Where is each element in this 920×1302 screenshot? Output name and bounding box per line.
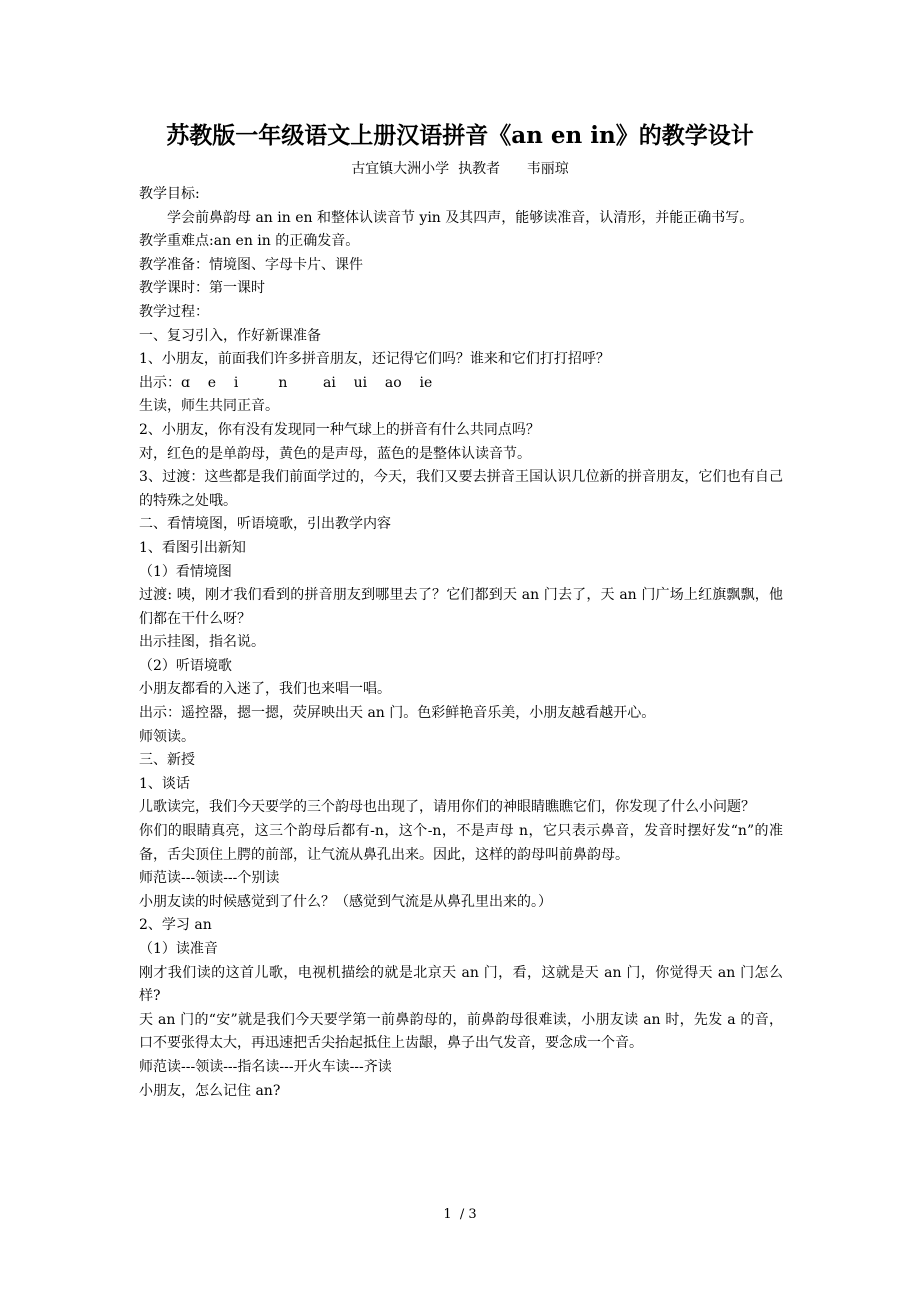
paragraph: 1、看图引出新知 bbox=[139, 539, 246, 556]
document-body bbox=[139, 183, 783, 1103]
paragraph: （1）看情境图 bbox=[139, 563, 232, 580]
paragraph: 小朋友，怎么记住 an? bbox=[139, 1082, 281, 1099]
paragraph: 教学重难点:an en in 的正确发音。 bbox=[139, 233, 360, 250]
paragraph: 小朋友都看的入迷了，我们也来唱一唱。 bbox=[139, 681, 391, 698]
paragraph: 师领读。 bbox=[139, 728, 195, 745]
paragraph: 对，红色的是单韵母，黄色的是声母，蓝色的是整体认读音节。 bbox=[139, 445, 531, 462]
paragraph: 教学准备：情境图、字母卡片、课件 bbox=[139, 256, 363, 273]
paragraph: 出示挂图，指名说。 bbox=[139, 634, 265, 651]
paragraph: 教学过程： bbox=[139, 303, 209, 320]
section-heading: 三、新授 bbox=[139, 752, 195, 769]
paragraph: 1、谈话 bbox=[139, 775, 190, 792]
paragraph: （2）听语境歌 bbox=[139, 657, 232, 674]
paragraph: 师范读---领读---个别读 bbox=[139, 870, 280, 887]
paragraph: 出示：ɑ e i n ai ui ao ie bbox=[139, 374, 433, 391]
paragraph: 过渡: 咦，刚才我们看到的拼音朋友到哪里去了？它们都到天 an 门去了，天 an 门广场上红旗飘飘，他们都在干什么呀？ bbox=[139, 587, 783, 627]
section-heading: 二、看情境图，听语境歌，引出教学内容 bbox=[139, 516, 391, 533]
paragraph: 2、小朋友，你有没有发现同一种气球上的拼音有什么共同点吗？ bbox=[139, 421, 540, 438]
paragraph: 3、过渡：这些都是我们前面学过的，今天，我们又要去拼音王国认识几位新的拼音朋友，它们也有自己的特殊之处哦。 bbox=[139, 469, 783, 509]
paragraph: 出示：遥控器，摁一摁，荧屏映出天 an 门。色彩鲜艳音乐美，小朋友越看越开心。 bbox=[139, 705, 656, 722]
paragraph: 2、学习 an bbox=[139, 917, 212, 934]
paragraph: 儿歌读完，我们今天要学的三个韵母也出现了，请用你们的神眼睛瞧瞧它们，你发现了什么小问题？ bbox=[139, 799, 755, 816]
page-indicator: 1 / 3 bbox=[443, 1207, 477, 1222]
paragraph: 天 an 门的“安”就是我们今天要学第一前鼻韵母的，前鼻韵母很难读，小朋友读 an 时，先发 a 的音，口不要张得太大，再迅速把舌尖抬起抵住上齿龈，鼻子出气发音，要念成一个音。 bbox=[139, 1011, 783, 1052]
author-line: 古宜镇大洲小学 执教者 韦丽琼 bbox=[351, 161, 569, 177]
paragraph: 小朋友读的时候感觉到了什么？（感觉到气流是从鼻孔里出来的。） bbox=[139, 893, 552, 910]
paragraph: 教学课时：第一课时 bbox=[139, 280, 265, 297]
section-heading: 一、复习引入，作好新课准备 bbox=[139, 327, 321, 344]
paragraph: 师范读---领读---指名读---开火车读---齐读 bbox=[139, 1058, 392, 1075]
paragraph: （1）读准音 bbox=[139, 941, 218, 957]
paragraph: 学会前鼻韵母 an in en 和整体认读音节 yin 及其四声，能够读准音，认清形，并能正确书写。 bbox=[167, 209, 754, 226]
paragraph: 你们的眼睛真亮，这三个韵母后都有-n，这个-n，不是声母 n，它只表示鼻音，发音时摆好发“n”的准备，舌尖顶住上腭的前部，让气流从鼻孔出来。因此，这样的韵母叫前鼻韵母。 bbox=[139, 823, 783, 863]
paragraph: 生读，师生共同正音。 bbox=[139, 398, 279, 415]
paragraph: 刚才我们读的这首儿歌，电视机描绘的就是北京天 an 门，看，这就是天 an 门，你觉得天 an 门怎么样? bbox=[139, 964, 783, 1005]
paragraph: 教学目标: bbox=[139, 186, 200, 202]
document-title: 苏教版一年级语文上册汉语拼音《an en in》的教学设计 bbox=[166, 122, 754, 149]
paragraph: 1、小朋友，前面我们许多拼音朋友，还记得它们吗？谁来和它们打打招呼？ bbox=[139, 351, 610, 368]
